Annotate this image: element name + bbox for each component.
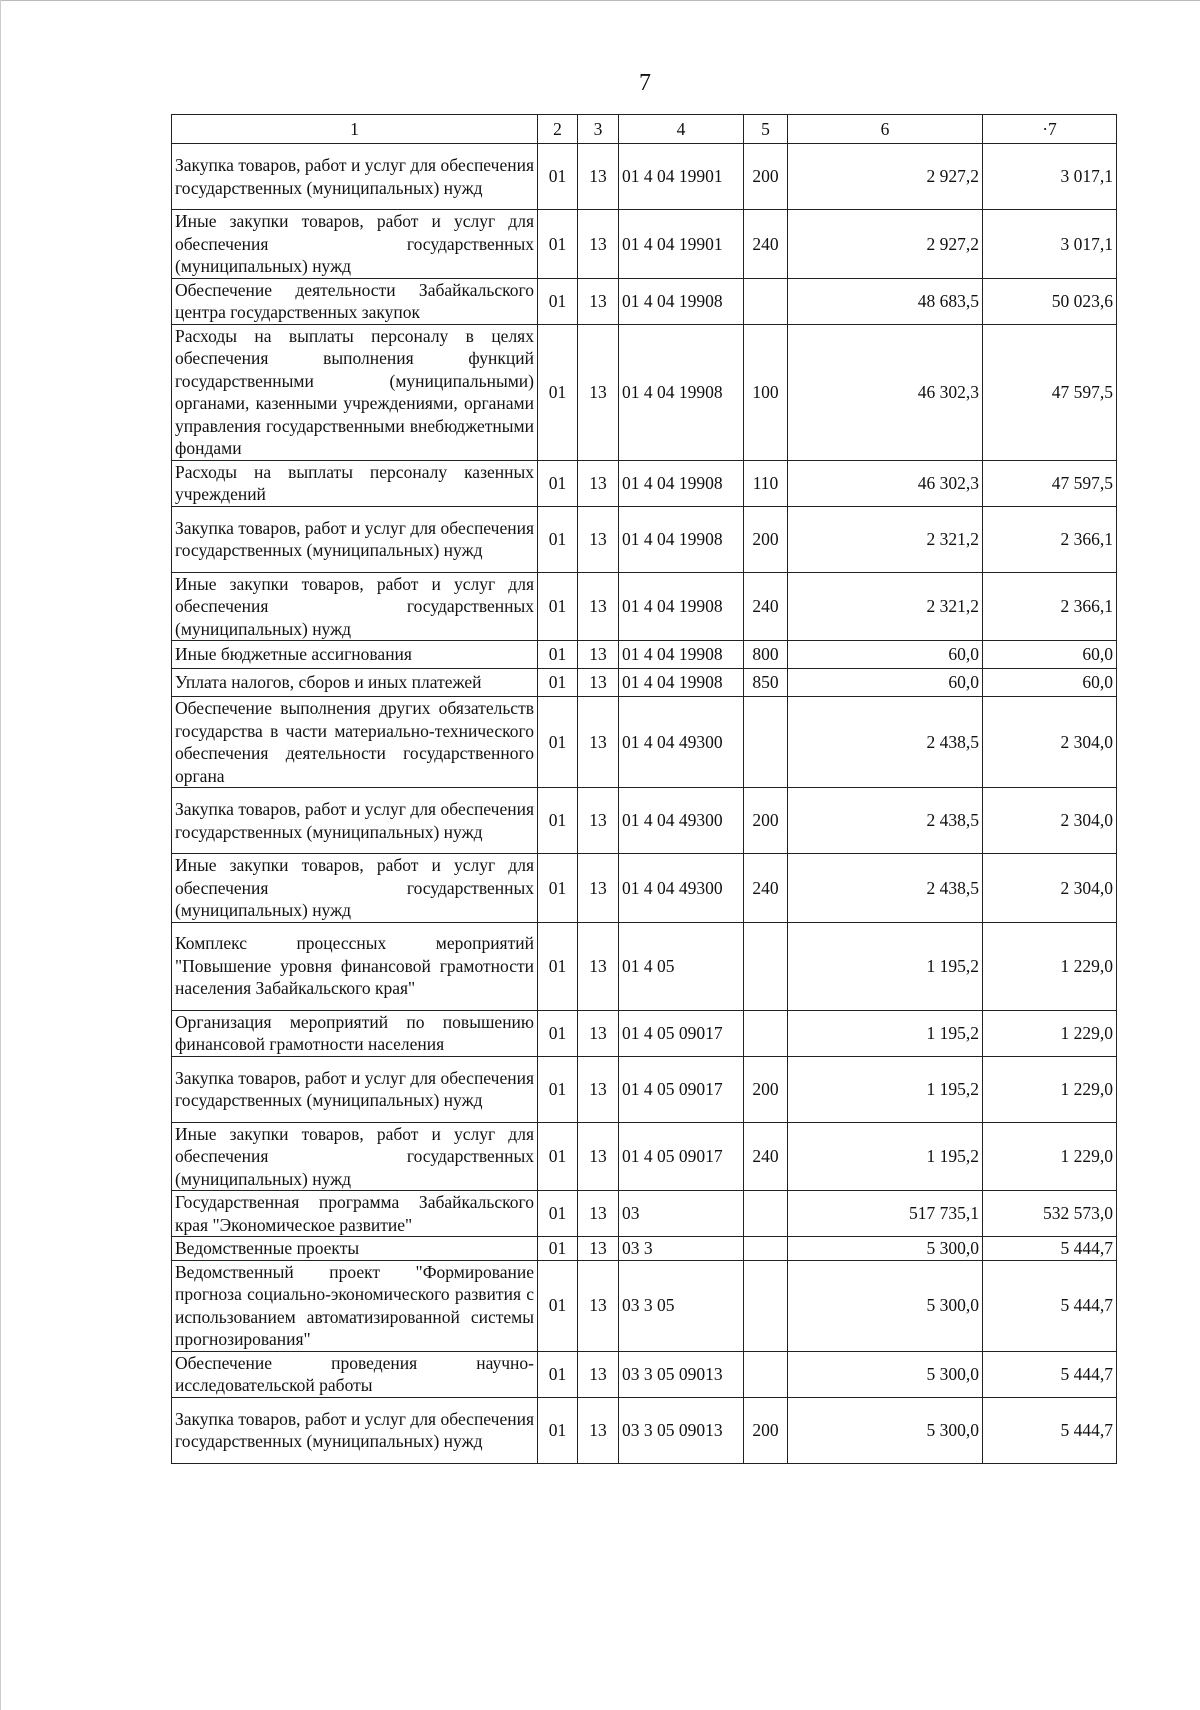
row-section-cell: 01 [538,854,578,923]
row-amount-year2-cell: 1 229,0 [983,1122,1117,1191]
row-expense-type-cell: 850 [744,669,788,697]
row-subsection-cell: 13 [578,1010,619,1056]
row-target-article-cell: 03 3 05 [619,1260,744,1351]
row-amount-year1-cell: 2 321,2 [788,572,983,641]
row-amount-year1-cell: 517 735,1 [788,1191,983,1237]
row-amount-year1-cell: 1 195,2 [788,1122,983,1191]
row-subsection-cell: 13 [578,324,619,460]
row-expense-type-cell: 200 [744,1397,788,1463]
row-target-article-cell: 01 4 04 19908 [619,324,744,460]
table-row [172,324,1117,460]
header-cell-5: 5 [744,115,788,144]
row-subsection-cell: 13 [578,506,619,572]
row-amount-year2-cell: 3 017,1 [983,210,1117,279]
row-amount-year2-cell: 50 023,6 [983,278,1117,324]
row-section-cell: 01 [538,669,578,697]
row-description-cell: Иные закупки товаров, работ и услуг для обеспечения государственных (муниципальных) нужд [172,854,538,923]
row-target-article-cell: 01 4 04 19908 [619,669,744,697]
row-subsection-cell: 13 [578,1237,619,1261]
table-row [172,278,1117,324]
row-target-article-cell: 01 4 04 49300 [619,788,744,854]
row-amount-year2-cell: 2 304,0 [983,854,1117,923]
row-amount-year2-cell: 60,0 [983,669,1117,697]
row-target-article-cell: 01 4 04 19901 [619,210,744,279]
row-amount-year2-cell: 47 597,5 [983,324,1117,460]
row-section-cell: 01 [538,1260,578,1351]
header-cell-2: 2 [538,115,578,144]
row-description-cell: Иные закупки товаров, работ и услуг для обеспечения государственных (муниципальных) нужд [172,572,538,641]
row-expense-type-cell: 200 [744,506,788,572]
row-target-article-cell: 01 4 05 09017 [619,1122,744,1191]
row-description-cell: Закупка товаров, работ и услуг для обеспечения государственных (муниципальных) нужд [172,1056,538,1122]
header-cell-7: ·7 [983,115,1117,144]
row-amount-year1-cell: 2 438,5 [788,697,983,788]
row-subsection-cell: 13 [578,572,619,641]
row-subsection-cell: 13 [578,922,619,1010]
row-subsection-cell: 13 [578,669,619,697]
row-description-cell: Комплекс процессных мероприятий "Повышение уровня финансовой грамотности населения Забайкальского края" [172,922,538,1010]
row-subsection-cell: 13 [578,1397,619,1463]
row-expense-type-cell: 200 [744,1056,788,1122]
row-section-cell: 01 [538,1056,578,1122]
row-section-cell: 01 [538,1351,578,1397]
table-header-row [172,115,1117,144]
row-section-cell: 01 [538,324,578,460]
row-section-cell: 01 [538,641,578,669]
table-row [172,854,1117,923]
table-row [172,788,1117,854]
row-expense-type-cell [744,1191,788,1237]
table-row [172,1397,1117,1463]
row-amount-year1-cell: 2 438,5 [788,854,983,923]
budget-table-body [172,115,1117,1464]
row-target-article-cell: 01 4 04 19901 [619,144,744,210]
row-amount-year1-cell: 1 195,2 [788,1010,983,1056]
table-row [172,572,1117,641]
row-description-cell: Иные закупки товаров, работ и услуг для обеспечения государственных (муниципальных) нужд [172,210,538,279]
row-description-cell: Расходы на выплаты персоналу казенных учреждений [172,460,538,506]
row-expense-type-cell [744,697,788,788]
row-amount-year1-cell: 60,0 [788,641,983,669]
row-amount-year1-cell: 5 300,0 [788,1397,983,1463]
row-description-cell: Государственная программа Забайкальского края "Экономическое развитие" [172,1191,538,1237]
row-amount-year2-cell: 5 444,7 [983,1397,1117,1463]
row-description-cell: Ведомственные проекты [172,1237,538,1261]
row-section-cell: 01 [538,697,578,788]
row-target-article-cell: 01 4 04 19908 [619,572,744,641]
row-target-article-cell: 01 4 04 19908 [619,278,744,324]
row-expense-type-cell: 240 [744,854,788,923]
row-description-cell: Организация мероприятий по повышению финансовой грамотности населения [172,1010,538,1056]
row-subsection-cell: 13 [578,1122,619,1191]
row-description-cell: Иные закупки товаров, работ и услуг для обеспечения государственных (муниципальных) нужд [172,1122,538,1191]
row-amount-year1-cell: 2 927,2 [788,144,983,210]
row-subsection-cell: 13 [578,278,619,324]
row-section-cell: 01 [538,506,578,572]
table-row [172,144,1117,210]
row-description-cell: Закупка товаров, работ и услуг для обеспечения государственных (муниципальных) нужд [172,1397,538,1463]
row-expense-type-cell [744,1237,788,1261]
header-cell-1: 1 [172,115,538,144]
row-expense-type-cell: 240 [744,210,788,279]
row-target-article-cell: 01 4 04 19908 [619,460,744,506]
row-expense-type-cell: 800 [744,641,788,669]
table-row [172,1122,1117,1191]
row-expense-type-cell [744,1351,788,1397]
row-target-article-cell: 01 4 04 19908 [619,641,744,669]
row-amount-year2-cell: 3 017,1 [983,144,1117,210]
row-target-article-cell: 01 4 04 49300 [619,697,744,788]
row-subsection-cell: 13 [578,854,619,923]
row-amount-year2-cell: 47 597,5 [983,460,1117,506]
row-amount-year2-cell: 60,0 [983,641,1117,669]
table-row [172,506,1117,572]
budget-table [171,114,1117,1464]
table-row [172,1010,1117,1056]
row-amount-year2-cell: 1 229,0 [983,1056,1117,1122]
row-description-cell: Обеспечение выполнения других обязательств государства в части материально-технического обеспечения деятельности государственного органа [172,697,538,788]
row-section-cell: 01 [538,144,578,210]
row-description-cell: Закупка товаров, работ и услуг для обеспечения государственных (муниципальных) нужд [172,144,538,210]
table-row [172,641,1117,669]
header-cell-4: 4 [619,115,744,144]
row-subsection-cell: 13 [578,1056,619,1122]
table-row [172,460,1117,506]
table-row [172,1351,1117,1397]
row-description-cell: Обеспечение деятельности Забайкальского центра государственных закупок [172,278,538,324]
row-subsection-cell: 13 [578,210,619,279]
row-amount-year2-cell: 2 304,0 [983,788,1117,854]
row-section-cell: 01 [538,210,578,279]
table-row [172,697,1117,788]
row-amount-year1-cell: 2 927,2 [788,210,983,279]
page-left-edge [0,0,1,1710]
row-target-article-cell: 03 3 05 09013 [619,1397,744,1463]
row-amount-year2-cell: 1 229,0 [983,1010,1117,1056]
row-expense-type-cell: 200 [744,144,788,210]
table-row [172,210,1117,279]
row-target-article-cell: 03 [619,1191,744,1237]
row-section-cell: 01 [538,460,578,506]
row-subsection-cell: 13 [578,1191,619,1237]
row-target-article-cell: 01 4 05 [619,922,744,1010]
row-description-cell: Закупка товаров, работ и услуг для обеспечения государственных (муниципальных) нужд [172,788,538,854]
row-section-cell: 01 [538,1237,578,1261]
row-amount-year2-cell: 2 366,1 [983,572,1117,641]
row-description-cell: Закупка товаров, работ и услуг для обеспечения государственных (муниципальных) нужд [172,506,538,572]
table-row [172,1191,1117,1237]
row-expense-type-cell: 240 [744,572,788,641]
row-amount-year1-cell: 5 300,0 [788,1351,983,1397]
row-amount-year2-cell: 5 444,7 [983,1237,1117,1261]
row-amount-year1-cell: 1 195,2 [788,922,983,1010]
row-amount-year2-cell: 5 444,7 [983,1260,1117,1351]
page-number: 7 [639,70,651,96]
row-subsection-cell: 13 [578,697,619,788]
row-expense-type-cell: 100 [744,324,788,460]
row-amount-year2-cell: 532 573,0 [983,1191,1117,1237]
row-expense-type-cell [744,922,788,1010]
row-target-article-cell: 01 4 04 19908 [619,506,744,572]
row-target-article-cell: 03 3 [619,1237,744,1261]
row-section-cell: 01 [538,1397,578,1463]
row-amount-year1-cell: 5 300,0 [788,1260,983,1351]
row-section-cell: 01 [538,572,578,641]
row-section-cell: 01 [538,788,578,854]
row-description-cell: Иные бюджетные ассигнования [172,641,538,669]
row-section-cell: 01 [538,1010,578,1056]
row-amount-year1-cell: 48 683,5 [788,278,983,324]
row-subsection-cell: 13 [578,460,619,506]
table-row [172,1260,1117,1351]
row-amount-year1-cell: 2 438,5 [788,788,983,854]
row-expense-type-cell: 110 [744,460,788,506]
row-amount-year1-cell: 46 302,3 [788,460,983,506]
row-section-cell: 01 [538,1122,578,1191]
row-amount-year1-cell: 46 302,3 [788,324,983,460]
table-row [172,669,1117,697]
table-row [172,1056,1117,1122]
row-section-cell: 01 [538,922,578,1010]
row-subsection-cell: 13 [578,641,619,669]
row-subsection-cell: 13 [578,1351,619,1397]
row-expense-type-cell [744,1260,788,1351]
header-cell-3: 3 [578,115,619,144]
row-expense-type-cell [744,278,788,324]
row-subsection-cell: 13 [578,1260,619,1351]
row-amount-year2-cell: 2 366,1 [983,506,1117,572]
row-amount-year1-cell: 5 300,0 [788,1237,983,1261]
row-amount-year1-cell: 60,0 [788,669,983,697]
row-amount-year2-cell: 5 444,7 [983,1351,1117,1397]
row-section-cell: 01 [538,278,578,324]
row-subsection-cell: 13 [578,144,619,210]
row-target-article-cell: 01 4 05 09017 [619,1056,744,1122]
row-expense-type-cell [744,1010,788,1056]
row-description-cell: Обеспечение проведения научно-исследовательской работы [172,1351,538,1397]
row-target-article-cell: 03 3 05 09013 [619,1351,744,1397]
row-description-cell: Уплата налогов, сборов и иных платежей [172,669,538,697]
row-subsection-cell: 13 [578,788,619,854]
row-expense-type-cell: 200 [744,788,788,854]
row-description-cell: Расходы на выплаты персоналу в целях обеспечения выполнения функций государственными (муниципальными) органами, казенными учреждениями, органами управления государственными внебюджетными фондами [172,324,538,460]
row-amount-year2-cell: 2 304,0 [983,697,1117,788]
row-amount-year2-cell: 1 229,0 [983,922,1117,1010]
row-target-article-cell: 01 4 04 49300 [619,854,744,923]
row-expense-type-cell: 240 [744,1122,788,1191]
table-row [172,1237,1117,1261]
row-target-article-cell: 01 4 05 09017 [619,1010,744,1056]
row-description-cell: Ведомственный проект "Формирование прогноза социально-экономического развития с использованием автоматизированной системы прогнозирования" [172,1260,538,1351]
header-cell-6: 6 [788,115,983,144]
table-row [172,922,1117,1010]
page-top-edge [0,0,1200,1]
row-amount-year1-cell: 2 321,2 [788,506,983,572]
row-amount-year1-cell: 1 195,2 [788,1056,983,1122]
row-section-cell: 01 [538,1191,578,1237]
